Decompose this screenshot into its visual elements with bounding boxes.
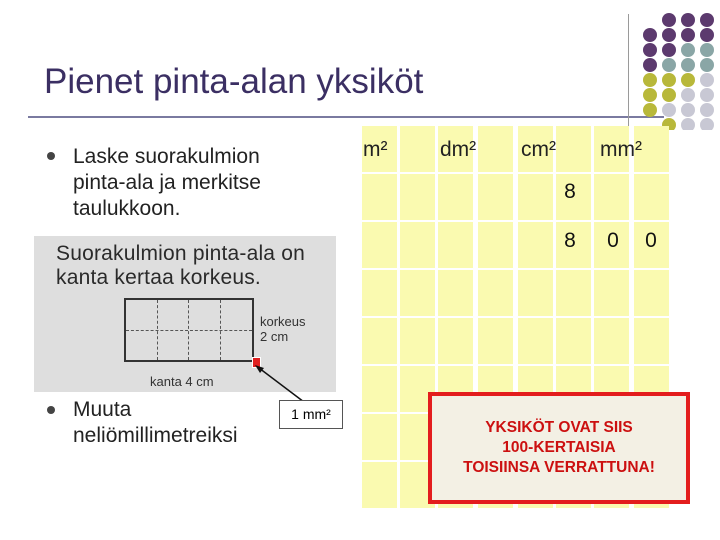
table-cell [594,174,629,220]
table-cell [438,174,473,220]
table-cell [362,222,397,268]
table-cell [634,270,669,316]
decorative-dot [662,103,676,117]
table-cell [518,174,553,220]
bullet-1-marker [47,152,55,160]
table-cell [478,174,513,220]
base-label: kanta 4 cm [150,374,214,389]
bullet-2-line-1: Muuta [73,398,132,421]
header-dm2: dm² [440,138,477,161]
decorative-dot [700,28,714,42]
decorative-dot [662,58,676,72]
table-cell [400,270,435,316]
table-cell [634,318,669,364]
table-cell [362,462,397,508]
slide-title: Pienet pinta-alan yksiköt [44,62,424,101]
title-underline [28,116,664,118]
header-m2: m² [363,138,388,161]
decorative-dot [681,103,695,117]
table-header-cell [556,126,591,172]
bullet-1-line-3: taulukkoon. [73,197,181,220]
decorative-dot [700,73,714,87]
height-value: 2 cm [260,329,289,344]
table-cell [518,270,553,316]
table-cell [362,270,397,316]
table-cell [594,270,629,316]
rectangle-gridline [188,300,189,360]
table-cell [400,174,435,220]
decorative-dot [643,73,657,87]
bullet-1-text [73,144,261,222]
table-cell [556,318,591,364]
table-cell [438,318,473,364]
bullet-1-line-1: Laske suorakulmion [73,145,260,168]
table-cell [518,222,553,268]
bullet-2-line-2: neliömillimetreiksi [73,424,238,447]
callout-line-2: 100-KERTAISIA [502,439,616,456]
row-2-mm2-tens: 0 [607,229,619,252]
header-mm2: mm² [600,138,642,161]
image-heading-2: kanta kertaa korkeus. [56,266,261,289]
table-cell [362,366,397,412]
table-header-cell [478,126,513,172]
table-cell [518,318,553,364]
callout-line-1: YKSIKÖT OVAT SIIS [485,419,633,436]
table-cell [594,318,629,364]
table-cell [634,174,669,220]
table-cell [438,222,473,268]
rectangle-gridline [157,300,158,360]
decorative-dot [681,58,695,72]
callout-line-3: TOISIINSA VERRATTUNA! [463,459,655,476]
table-cell [478,318,513,364]
decorative-dot [643,58,657,72]
decorative-dot [700,58,714,72]
decorative-dot [643,88,657,102]
decorative-dot [700,118,714,130]
decorative-dot [681,28,695,42]
height-label: korkeus [260,314,306,329]
decorative-dot [643,103,657,117]
rectangle-midline [126,330,252,331]
table-cell [478,222,513,268]
decorative-dot [700,103,714,117]
decorative-dot [681,73,695,87]
image-heading-1: Suorakulmion pinta-ala on [56,242,305,265]
table-cell [400,222,435,268]
row-2-mm2-ones: 0 [645,229,657,252]
decorative-dot [700,88,714,102]
bullet-1-line-2: pinta-ala ja merkitse [73,171,261,194]
rectangle-gridline [220,300,221,360]
bullet-2-marker [47,406,55,414]
decorative-dot [662,28,676,42]
row-1-cm2-value: 8 [564,180,576,203]
header-vertical-rule [628,14,629,132]
decorative-dot [662,43,676,57]
header-cm2: cm² [521,138,556,161]
decorative-dot [681,43,695,57]
decorative-dot [700,43,714,57]
decorative-dot [662,73,676,87]
decorative-dot [700,13,714,27]
table-cell [362,318,397,364]
rectangle-figure [124,298,254,362]
table-header-cell [400,126,435,172]
row-2-cm2-value: 8 [564,229,576,252]
decorative-dot [643,28,657,42]
decorative-dot [681,13,695,27]
table-cell [362,414,397,460]
table-cell [556,270,591,316]
callout-box [428,392,690,504]
bullet-2-text [73,397,238,449]
decorative-dot [681,88,695,102]
decorative-dots [640,12,718,130]
table-cell [438,270,473,316]
table-cell [362,174,397,220]
decorative-dot [662,13,676,27]
table-cell [478,270,513,316]
decorative-dot [662,88,676,102]
table-cell [400,318,435,364]
decorative-dot [643,43,657,57]
mm-square-label: 1 mm² [279,400,343,429]
